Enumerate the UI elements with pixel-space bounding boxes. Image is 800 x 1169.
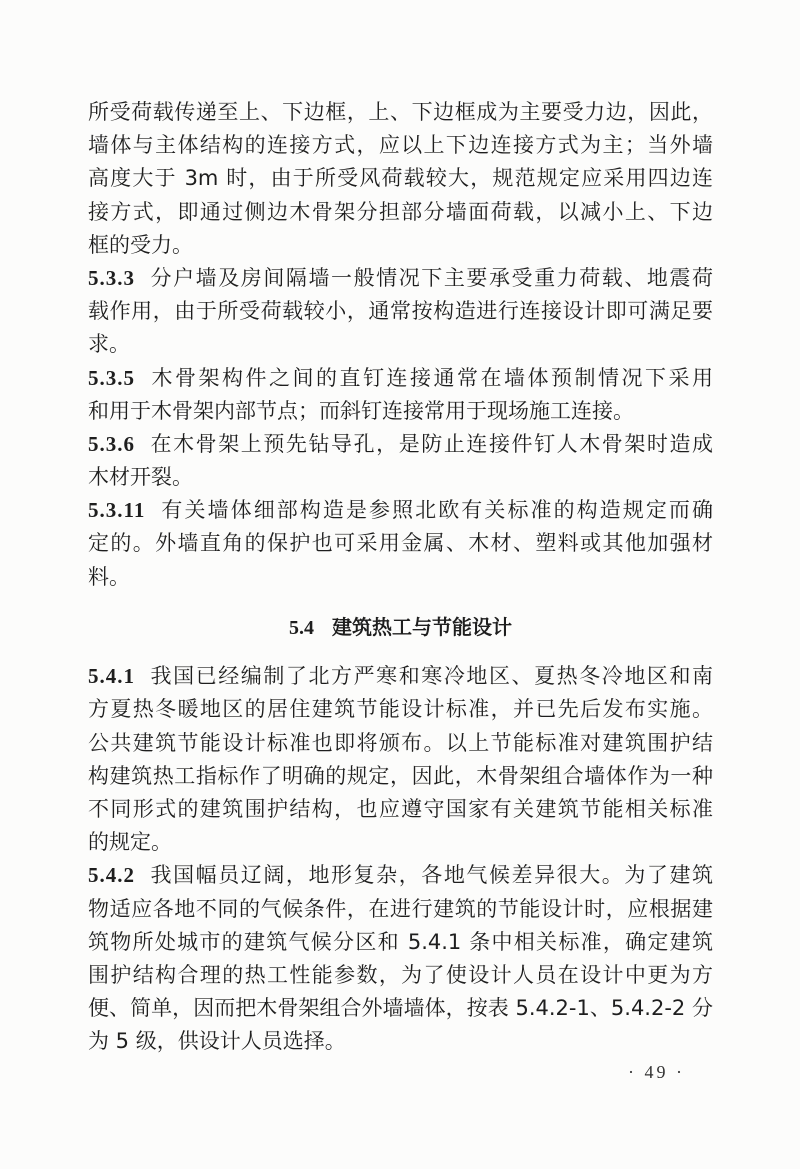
text-line bbox=[88, 428, 713, 461]
line-text: 接方式，即通过侧边木骨架分担部分墙面荷载，以减小上、下边 bbox=[88, 199, 713, 224]
clause-5-3-6 bbox=[88, 428, 713, 494]
line-text: 料。 bbox=[88, 564, 130, 589]
text-line bbox=[88, 826, 713, 859]
text-line bbox=[88, 96, 713, 129]
text-line bbox=[88, 992, 713, 1025]
line-text: 构建筑热工指标作了明确的规定，因此，木骨架组合墙体作为一种 bbox=[88, 763, 713, 788]
text-line bbox=[88, 893, 713, 926]
text-line bbox=[88, 162, 713, 195]
line-text: 求。 bbox=[88, 332, 130, 357]
clause-5-3-3 bbox=[88, 262, 713, 362]
line-text: 公共建筑节能设计标准也即将颁布。以上节能标准对建筑围护结 bbox=[88, 730, 713, 755]
text-line bbox=[88, 793, 713, 826]
text-line bbox=[88, 395, 713, 428]
line-text: 在木骨架上预先钻导孔，是防止连接件钉人木骨架时造成 bbox=[149, 431, 713, 456]
text-line bbox=[88, 859, 713, 892]
text-line bbox=[88, 693, 713, 726]
clause-number: 5.3.6 bbox=[88, 431, 135, 456]
line-text: 有关墙体细部构造是参照北欧有关标准的构造规定而确 bbox=[159, 498, 713, 523]
clause-number: 5.3.5 bbox=[88, 365, 135, 390]
line-text: 便、简单，因而把木骨架组合外墙墙体，按表 5.4.2-1、5.4.2-2 分 bbox=[88, 996, 713, 1021]
text-line bbox=[88, 926, 713, 959]
text-line bbox=[88, 229, 713, 262]
line-text: 高度大于 3m 时，由于所受风荷载较大，规范规定应采用四边连 bbox=[88, 166, 713, 191]
section-number: 5.4 bbox=[289, 616, 314, 639]
line-text: 框的受力。 bbox=[88, 232, 193, 257]
line-text: 所受荷载传递至上、下边框，上、下边框成为主要受力边，因此， bbox=[88, 100, 713, 124]
section-heading bbox=[88, 594, 713, 660]
line-text: 的规定。 bbox=[88, 830, 172, 855]
document-body bbox=[88, 96, 713, 1058]
page-number: · 49 · bbox=[628, 1062, 685, 1082]
text-line bbox=[88, 561, 713, 594]
line-text: 和用于木骨架内部节点；而斜钉连接常用于现场施工连接。 bbox=[88, 398, 634, 423]
clause-number: 5.3.11 bbox=[88, 498, 146, 523]
clause-5-3-5 bbox=[88, 362, 713, 428]
text-line bbox=[88, 760, 713, 793]
line-text: 我国已经编制了北方严寒和寒冷地区、夏热冬冷地区和南 bbox=[149, 664, 713, 689]
line-text: 分户墙及房间隔墙一般情况下主要承受重力荷载、地震荷 bbox=[149, 265, 713, 290]
line-text: 墙体与主体结构的连接方式，应以上下边连接方式为主；当外墙 bbox=[88, 133, 713, 158]
line-text: 载作用，由于所受荷载较小，通常按构造进行连接设计即可满足要 bbox=[88, 299, 713, 324]
line-text: 木骨架构件之间的直钉连接通常在墙体预制情况下采用 bbox=[149, 365, 713, 390]
line-text: 物适应各地不同的气候条件，在进行建筑的节能设计时，应根据建 bbox=[88, 896, 713, 921]
text-line bbox=[88, 1025, 713, 1058]
text-line bbox=[88, 527, 713, 560]
clause-5-3-11 bbox=[88, 494, 713, 594]
text-line bbox=[88, 959, 713, 992]
paragraph bbox=[88, 96, 713, 262]
text-line bbox=[88, 461, 713, 494]
clause-5-4-1 bbox=[88, 660, 713, 859]
clause-number: 5.4.1 bbox=[88, 664, 135, 689]
text-line bbox=[88, 328, 713, 361]
text-line bbox=[88, 295, 713, 328]
clause-number: 5.4.2 bbox=[88, 863, 135, 888]
line-text: 定的。外墙直角的保护也可采用金属、木材、塑料或其他加强材 bbox=[88, 531, 713, 556]
line-text: 方夏热冬暖地区的居住建筑节能设计标准，并已先后发布实施。 bbox=[88, 697, 713, 722]
line-text: 我国幅员辽阔，地形复杂，各地气候差异很大。为了建筑 bbox=[149, 863, 713, 888]
section-title: 建筑热工与节能设计 bbox=[332, 614, 512, 639]
text-line bbox=[88, 727, 713, 760]
text-line bbox=[88, 494, 713, 527]
text-line bbox=[88, 129, 713, 162]
line-text: 木材开裂。 bbox=[88, 465, 193, 490]
clause-number: 5.3.3 bbox=[88, 265, 135, 290]
text-line bbox=[88, 196, 713, 229]
line-text: 不同形式的建筑围护结构，也应遵守国家有关建筑节能相关标准 bbox=[88, 796, 713, 821]
text-line bbox=[88, 362, 713, 395]
line-text: 筑物所处城市的建筑气候分区和 5.4.1 条中相关标准，确定建筑 bbox=[88, 929, 713, 954]
clause-5-4-2 bbox=[88, 859, 713, 1058]
line-text: 围护结构合理的热工性能参数，为了使设计人员在设计中更为方 bbox=[88, 962, 713, 987]
text-line bbox=[88, 660, 713, 693]
line-text: 为 5 级，供设计人员选择。 bbox=[88, 1029, 346, 1054]
text-line bbox=[88, 262, 713, 295]
